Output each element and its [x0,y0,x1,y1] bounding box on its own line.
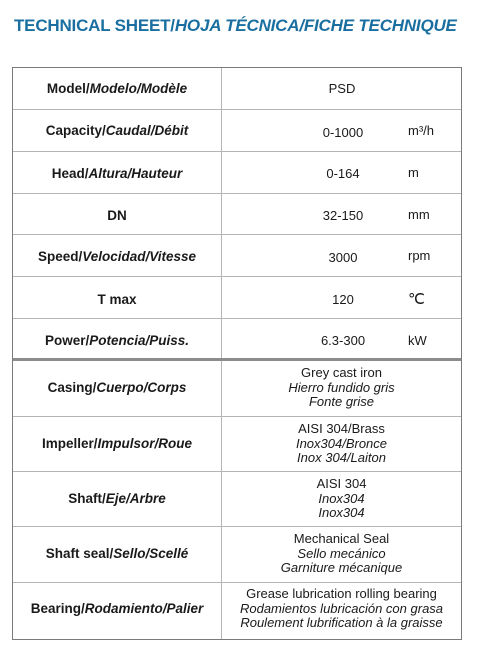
spec-unit-power: kW [408,333,427,348]
material-value-shaft: AISI 304 Inox304 Inox304 [316,476,367,520]
title-english: TECHNICAL SHEET/ [14,16,175,35]
row-separator [13,526,461,527]
page-title [14,16,457,36]
spec-value-power: 6.3-300 [320,333,366,348]
row-separator [13,582,461,583]
spec-unit-capacity: m³/h [408,123,434,138]
spec-value-model: PSD [328,81,356,96]
row-separator [13,151,461,152]
material-label-impeller: Impeller/Impulsor/Roue [41,436,193,451]
material-label-shaft: Shaft/Eje/Arbre [68,491,166,506]
row-separator [13,416,461,417]
spec-label-capacity: Capacity/Caudal/Débit [45,123,189,138]
spec-unit-dn: mm [408,207,430,222]
material-value-bearing: Grease lubrication rolling bearing Rodamientos lubricación con grasa Roulement lubrification à la graisse [239,586,444,630]
row-separator [13,193,461,194]
spec-value-tmax: 120 [332,292,354,307]
spec-label-power: Power/Potencia/Puiss. [44,333,190,348]
spec-value-dn: 32-150 [322,208,364,223]
spec-unit-tmax: ℃ [408,291,425,308]
material-label-shaft-seal: Shaft seal/Sello/Scellé [45,546,189,561]
material-value-shaft-seal: Mechanical Seal Sello mecánico Garniture mécanique [280,531,403,575]
spec-label-head: Head/Altura/Hauteur [51,166,183,181]
spec-label-tmax: T max [97,292,137,307]
spec-unit-speed: rpm [408,248,431,263]
technical-sheet-table [12,67,462,640]
row-separator [13,234,461,235]
spec-value-speed: 3000 [328,250,358,265]
spec-value-head: 0-164 [326,166,360,181]
spec-label-model: Model/Modelo/Modèle [46,81,188,96]
material-label-bearing: Bearing/Rodamiento/Palier [30,601,204,616]
material-value-impeller: AISI 304/Brass Inox304/Bronce Inox 304/Laiton [295,421,388,465]
section-separator [13,358,461,361]
row-separator [13,471,461,472]
spec-value-capacity: 0-1000 [322,125,364,140]
material-label-casing: Casing/Cuerpo/Corps [47,380,187,395]
spec-label-dn: DN [107,208,127,223]
row-separator [13,109,461,110]
title-translations: HOJA TÉCNICA/FICHE TECHNIQUE [174,16,457,35]
material-value-casing: Grey cast iron Hierro fundido gris Fonte grise [288,365,395,409]
spec-unit-head: m [408,165,419,180]
spec-label-speed: Speed/Velocidad/Vitesse [37,249,197,264]
row-separator [13,276,461,277]
row-separator [13,318,461,319]
